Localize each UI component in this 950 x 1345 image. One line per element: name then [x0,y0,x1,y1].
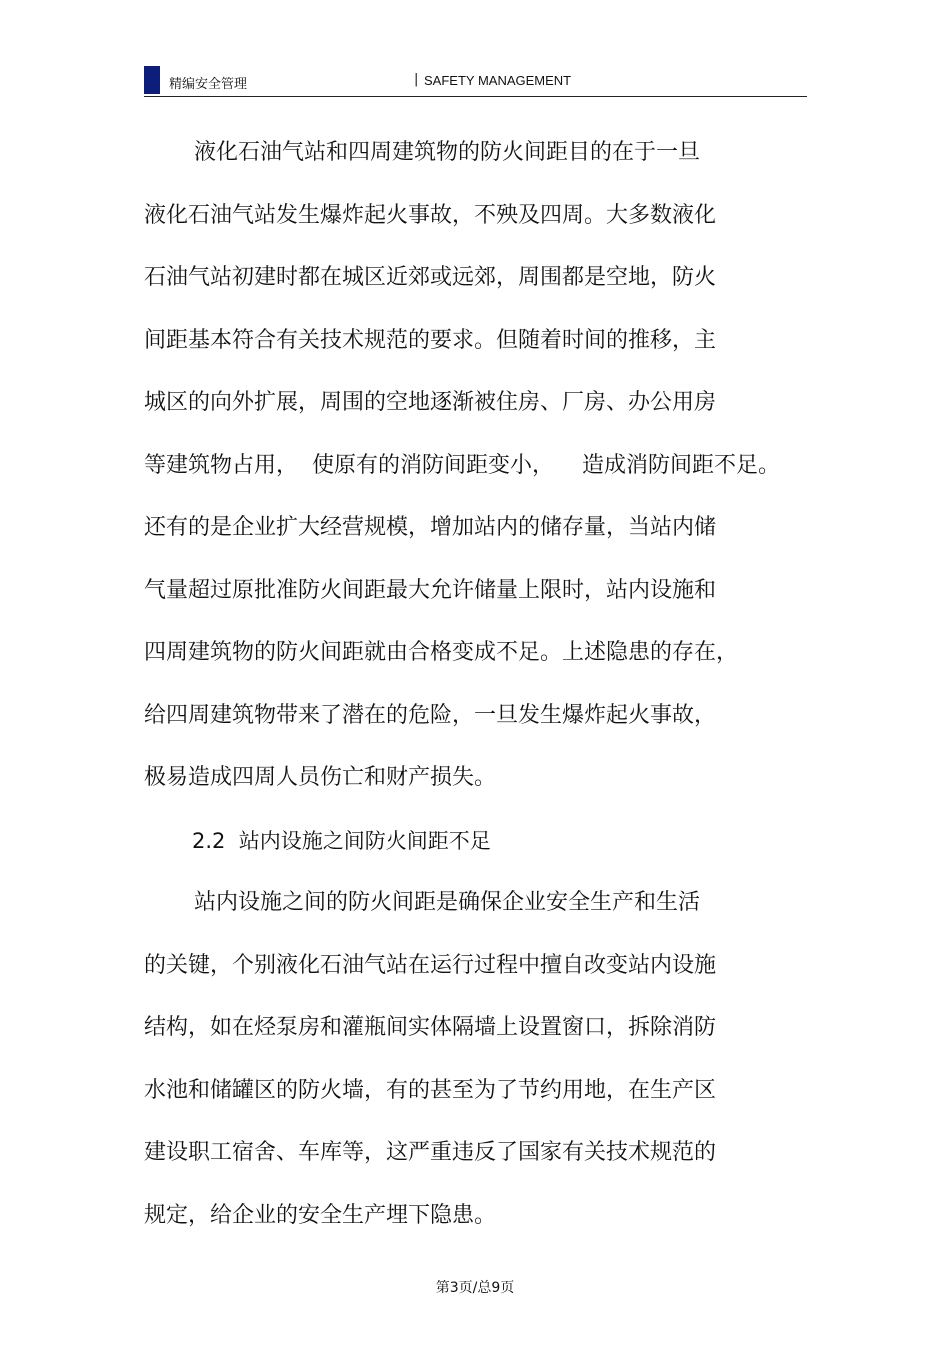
paragraph-1-line: 气量超过原批准防火间距最大允许储量上限时，站内设施和 [144,577,717,603]
header-title-cn: 精编安全管理 [169,77,248,92]
document-body [144,137,804,1262]
paragraph-1-line: 四周建筑物的防火间距就由合格变成不足。上述隐患的存在， [144,640,739,665]
header-separator: | [414,72,419,87]
paragraph-2-line: 的关键，个别液化石油气站在运行过程中擅自改变站内设施 [144,952,717,978]
section-heading: 2.2 站内设施之间防火间距不足 [192,828,491,853]
header-title-en: SAFETY MANAGEMENT [424,73,572,88]
paragraph-1-line: 给四周建筑物带来了潜在的危险，一旦发生爆炸起火事故， [144,702,717,728]
page-indicator: 第3页/总9页 [435,1280,515,1296]
paragraph-2-line: 建设职工宿舍、车库等，这严重违反了国家有关技术规范的 [144,1140,717,1165]
paragraph-2-line: 规定，给企业的安全生产埋下隐患。 [144,1202,497,1228]
paragraph-1-line: 极易造成四周人员伤亡和财产损失。 [144,765,497,790]
paragraph-1-line: 液化石油气站发生爆炸起火事故，不殃及四周。大多数液化 [144,202,717,228]
page-header [144,66,807,97]
paragraph-1-line: 间距基本符合有关技术规范的要求。但随着时间的推移，主 [144,327,717,353]
paragraph-1-line: 还有的是企业扩大经营规模，增加站内的储存量，当站内储 [144,515,717,540]
paragraph-2-line: 水池和储罐区的防火墙，有的甚至为了节约用地，在生产区 [144,1077,717,1103]
logo-icon [144,66,160,94]
paragraph-1-line: 石油气站初建时都在城区近郊或远郊，周围都是空地，防火 [144,265,717,290]
paragraph-1-line: 液化石油气站和四周建筑物的防火间距目的在于一旦 [194,140,701,165]
paragraph-2-line: 站内设施之间的防火间距是确保企业安全生产和生活 [194,890,701,915]
paragraph-2-line: 结构，如在烃泵房和灌瓶间实体隔墙上设置窗口，拆除消防 [144,1015,717,1040]
paragraph-1-line: 城区的向外扩展，周围的空地逐渐被住房、厂房、办公用房 [144,390,717,415]
paragraph-1-line: 等建筑物占用， 使原有的消防间距变小， 造成消防间距不足。 [144,452,780,478]
